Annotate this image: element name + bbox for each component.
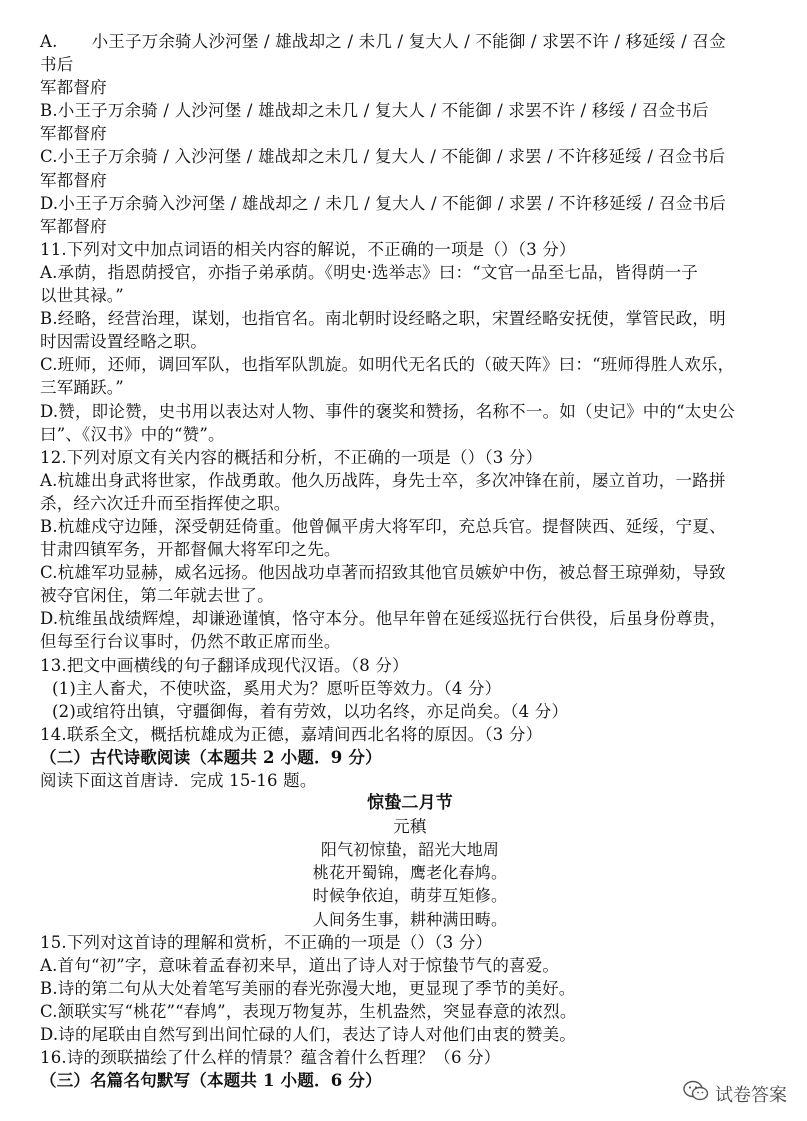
section-2-heading: （二）古代诗歌阅读（本题共 2 小题．9 分） <box>40 747 382 767</box>
q10-option-a-cont1: 书后 <box>40 55 74 75</box>
q10-option-d-cont: 军都督府 <box>40 216 107 236</box>
q14-stem: 14.联系全文，概括杭雄成为正德，嘉靖间西北名将的原因。（3 分） <box>40 724 543 744</box>
poem-title: 惊蛰二月节 <box>367 793 453 814</box>
poem-line: 阳气初惊蛰，韶光大地周 <box>320 840 500 860</box>
q10-option-c: C.小王子万余骑 / 入沙河堡 / 雄战却之未几 / 复大人 / 不能御 / 求罢 / 不许移延绥 / 召佥书后 <box>40 147 726 167</box>
q13-sentence-1: (1)主人畜犬，不使吠盗，奚用犬为？愿听臣等效力。（4 分） <box>52 678 502 698</box>
poem-line: 桃花开蜀锦，鹰老化春鸠。 <box>312 863 508 883</box>
q10-option-a-text: 小王子万余骑人沙河堡 / 雄战却之 / 未几 / 复大人 / 不能御 / 求罢不许 / 移延绥 / 召佥 <box>91 32 726 51</box>
q15-option-b: B.诗的第二句从大处着笔写美丽的春光弥漫大地，更显现了季节的美好。 <box>40 978 576 998</box>
wechat-icon <box>683 1080 709 1107</box>
poem-author: 元稹 <box>393 817 427 837</box>
watermark-text: 试卷答案 <box>715 1084 787 1106</box>
q13-sentence-2: (2)或绾符出镇，守疆御侮，着有劳效，以功名终，亦足尚矣。（4 分） <box>52 701 569 721</box>
q10-option-a-label: A. <box>40 32 58 51</box>
q10-option-d: D.小王子万余骑入沙河堡 / 雄战却之 / 未几 / 复大人 / 不能御 / 求罢 / 不许移延绥 / 召佥书后 <box>40 193 726 213</box>
q15-option-d: D.诗的尾联由自然写到出间忙碌的人们，表达了诗人对他们由衷的赞美。 <box>40 1025 576 1045</box>
q11-option-b-cont: 时因需设置经略之职。 <box>40 332 207 352</box>
q12-option-b-cont: 甘肃四镇军务，开都督佩大将军印之先。 <box>40 540 341 560</box>
q11-option-d-cont: 曰”、《汉书》中的“赞”。 <box>40 424 225 444</box>
q11-option-c: C.班师，还师，调回军队，也指军队凯旋。如明代无名氏的（破天阵》曰：“班师得胜人欢乐， <box>40 355 735 375</box>
q10-option-b: B.小王子万余骑 / 人沙河堡 / 雄战却之未几 / 复大人 / 不能御 / 求罢不许 / 移绥 / 召佥书后 <box>40 101 709 121</box>
poem-line: 时候争依迫，萌芽互矩修。 <box>312 886 508 906</box>
q10-option-a-cont2: 军都督府 <box>40 78 107 98</box>
q10-option-b-cont: 军都督府 <box>40 124 107 144</box>
q12-option-a-cont: 杀，经六次迁升而至指挥使之职。 <box>40 493 291 513</box>
q11-option-b: B.经略，经营治理，谋划，也指官名。南北朝时设经略之职，宋置经略安抚使，掌管民政，明 <box>40 309 726 329</box>
q13-stem: 13.把文中画横线的句子翻译成现代汉语。（8 分） <box>40 655 409 675</box>
section-2-intro: 阅读下面这首唐诗．完成 15-16 题。 <box>40 771 317 790</box>
q16-stem: 16.诗的颈联描绘了什么样的情景？蕴含着什么哲理？（6 分） <box>40 1048 501 1068</box>
q10-option-c-cont: 军都督府 <box>40 170 107 190</box>
q15-stem: 15.下列对这首诗的理解和赏析，不正确的一项是（）（3 分） <box>40 932 493 952</box>
poem-line: 人间务生事，耕种满田畴。 <box>312 909 508 929</box>
q12-option-a: A.杭雄出身武将世家，作战勇敢。他久历战阵，身先士卒，多次冲锋在前，屡立首功，一路拼 <box>40 470 726 490</box>
q12-option-d-cont: 但每至行台议事时，仍然不敢正席而坐。 <box>40 632 341 652</box>
q12-option-b: B.杭雄戍守边陲，深受朝廷倚重。他曾佩平虏大将军印，充总兵官。提督陕西、延绥，宁夏、 <box>40 516 726 536</box>
q10-option-a <box>40 30 780 53</box>
q12-option-c: C.杭雄军功显赫，威名远扬。他因战功卓著而招致其他官员嫉妒中伤，被总督王琼弹劾，导致 <box>40 563 726 583</box>
q12-option-c-cont: 被夺官闲住，第二年就去世了。 <box>40 586 274 606</box>
watermark <box>683 1080 787 1107</box>
q12-stem: 12.下列对原文有关内容的概括和分析，不正确的一项是（）（3 分） <box>40 447 543 467</box>
q11-option-a: A.承荫，指恩荫授官，亦指子弟承荫。《明史·选举志》曰：“文官一品至七品，皆得荫一子 <box>40 262 698 282</box>
q15-option-a: A.首句“初”字，意味着孟春初来早，道出了诗人对于惊蛰节气的喜爱。 <box>40 955 560 975</box>
q15-option-c: C.颔联实写“桃花”“春鸠”，表现万物复苏，生机盎然，突显春意的浓烈。 <box>40 1001 577 1021</box>
q11-option-a-cont: 以世其禄。” <box>40 286 124 306</box>
q12-option-d: D.杭维虽战绩辉煌，却谦逊谨慎，恪守本分。他早年曾在延绥巡抚行台供役，后虽身份尊贵， <box>40 609 727 629</box>
q11-option-d: D.赞，即论赞，史书用以表达对人物、事件的褒奖和赞扬，名称不一。如（史记》中的“太史公 <box>40 401 735 421</box>
q11-stem: 11.下列对文中加点词语的相关内容的解说，不正确的一项是（）（3 分） <box>40 239 576 259</box>
exam-page <box>40 30 780 1092</box>
q11-option-c-cont: 三军踊跃。” <box>40 378 124 398</box>
section-3-heading: （三）名篇名句默写（本题共 1 小题．6 分） <box>40 1071 382 1091</box>
